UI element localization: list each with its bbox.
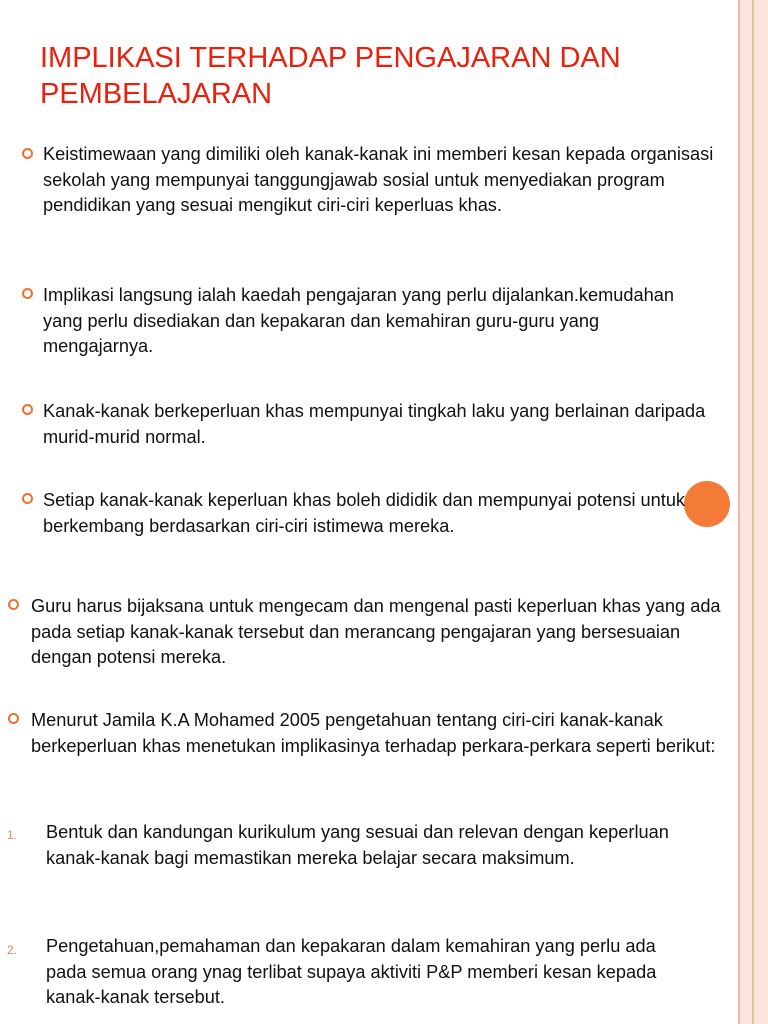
bullet-text-2: Implikasi langsung ialah kaedah pengajaran yang perlu dijalankan.kemudahan yang perlu disediakan dan kepakaran dan kemahiran guru-guru yang mengajarnya. xyxy=(43,285,674,356)
number-label-2: 2. xyxy=(7,943,18,957)
bullet-text-4: Setiap kanak-kanak keperluan khas boleh dididik dan mempunyai potensi untuk berkembang berdasarkan ciri-ciri istimewa mereka. xyxy=(43,490,686,536)
bullet-icon xyxy=(22,148,33,159)
bullet-icon xyxy=(22,288,33,299)
bullet-text-6: Menurut Jamila K.A Mohamed 2005 pengetahuan tentang ciri-ciri kanak-kanak berkeperluan khas menetukan implikasinya terhadap perkara-perkara seperti berikut: xyxy=(31,710,716,756)
slide-title: IMPLIKASI TERHADAP PENGAJARAN DAN PEMBELAJARAN xyxy=(40,42,621,110)
number-label-1: 1. xyxy=(7,828,18,842)
numbered-text-2: Pengetahuan,pemahaman dan kepakaran dalam kemahiran yang perlu ada pada semua orang ynag terlibat supaya aktiviti P&P memberi kesan kepada kanak-kanak tersebut. xyxy=(46,936,657,1007)
bullet-icon xyxy=(22,493,33,504)
bullet-text-3: Kanak-kanak berkeperluan khas mempunyai tingkah laku yang berlainan daripada murid-murid normal. xyxy=(43,401,706,447)
bullet-icon xyxy=(22,404,33,415)
bullet-icon xyxy=(8,713,19,724)
bullet-icon xyxy=(8,599,19,610)
right-border-line-inner xyxy=(752,0,754,1024)
numbered-text-1: Bentuk dan kandungan kurikulum yang sesuai dan relevan dengan keperluan kanak-kanak bagi memastikan mereka belajar secara maksimum. xyxy=(46,822,669,868)
bullet-text-1: Keistimewaan yang dimiliki oleh kanak-kanak ini memberi kesan kepada organisasi sekolah yang mempunyai tanggungjawab sosial untuk menyediakan program pendidikan yang sesuai mengikut ciri-ciri keperluas khas. xyxy=(43,144,714,215)
bullet-text-5: Guru harus bijaksana untuk mengecam dan mengenal pasti keperluan khas yang ada pada setiap kanak-kanak tersebut dan merancang pengajaran yang bersesuaian dengan potensi mereka. xyxy=(31,596,721,667)
